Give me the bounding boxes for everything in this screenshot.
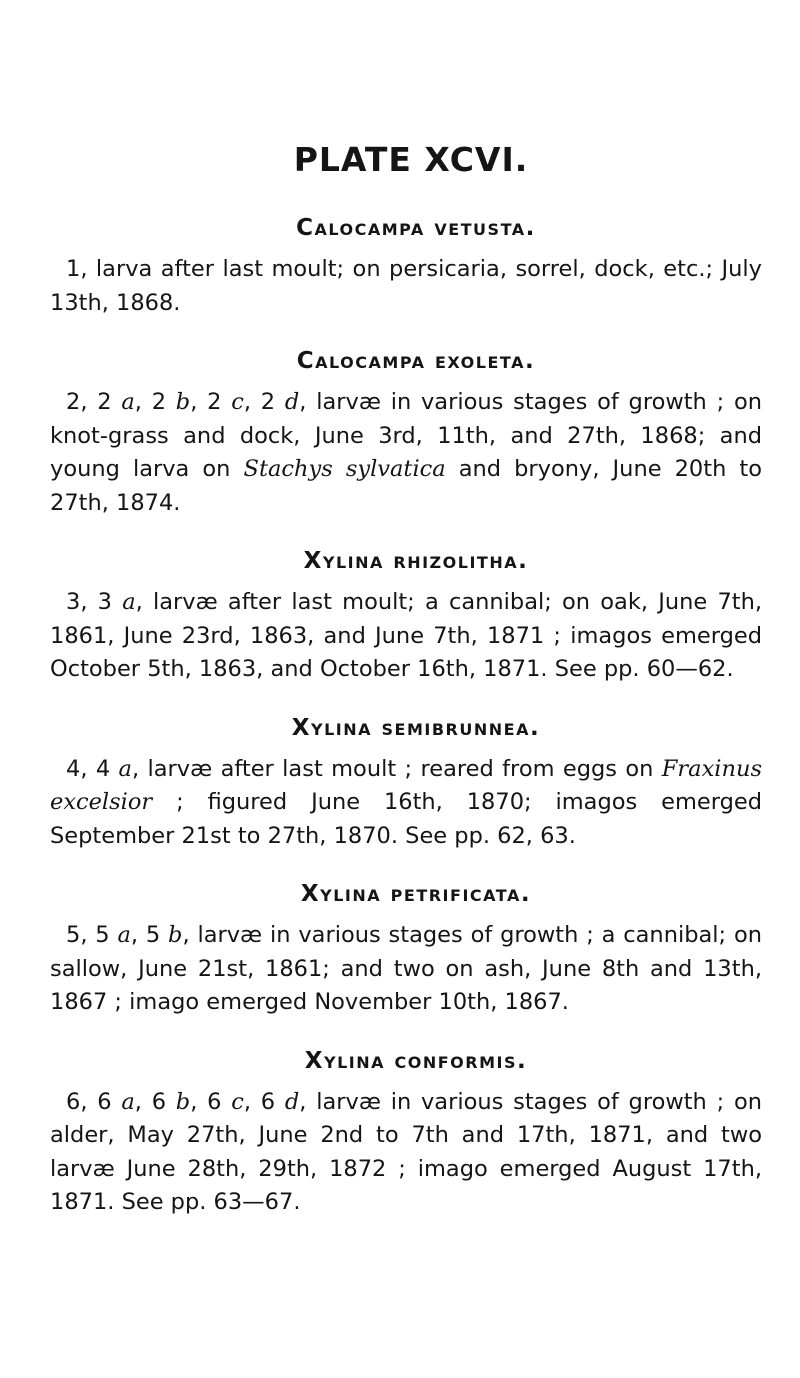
species-name: Calocampa vetusta. — [296, 215, 536, 241]
italic-text-segment: b — [168, 922, 183, 948]
species-entry — [50, 213, 762, 320]
text-segment: , larvæ after last moult; a cannibal; on oak, June 7th, 1861, June 23rd, 1863, and June 7th, 1871 ; imagos emerged October 5th, 1863, and October 16th, 1871. See pp. 60—62. — [50, 589, 762, 682]
species-description — [50, 386, 762, 520]
text-segment: and bryony, June 20th to 27th, 1874. — [50, 456, 762, 516]
text-segment: , larvæ in various stages of growth ; a cannibal; on sallow, June 21st, 1861; and two on ash, June 8th and 13th, 1867 ; imago emerged November 10th, 1867. — [50, 922, 762, 1015]
species-description — [50, 753, 762, 854]
italic-text-segment: a — [121, 1088, 135, 1115]
text-segment: , 6 — [190, 1088, 232, 1115]
text-segment: , 2 — [134, 389, 176, 415]
species-list — [50, 213, 762, 1220]
italic-text-segment: a — [121, 389, 135, 415]
text-segment: 5, 5 — [66, 922, 118, 948]
species-entry — [50, 879, 762, 1020]
species-entry — [50, 1046, 762, 1220]
text-segment: , larvæ in various stages of growth ; on knot-grass and dock, June 3rd, 11th, and 27th, 1868; and young larva on — [50, 389, 762, 482]
species-description — [50, 253, 762, 320]
text-segment: , 6 — [243, 1088, 285, 1115]
plate-title: PLATE XCVI. — [293, 140, 529, 179]
species-description — [50, 586, 762, 687]
species-entry — [50, 546, 762, 687]
species-name: Xylina semibrunnea. — [291, 714, 541, 741]
text-segment: , 2 — [190, 389, 232, 415]
text-segment: , larvæ in various stages of growth ; on alder, May 27th, June 2nd to 7th and 17th, 1871, and two larvæ June 28th, 29th, 1872 ; imago emerged August 17th, 1871. See pp. 63—67. — [50, 1088, 762, 1215]
italic-text-segment: d — [284, 1088, 300, 1115]
italic-text-segment: a — [122, 589, 136, 615]
text-segment: 1, larva after last moult; on persicaria, sorrel, dock, etc.; July 13th, 1868. — [50, 256, 762, 316]
italic-text-segment: b — [175, 1088, 191, 1115]
text-segment: 6, 6 — [66, 1088, 122, 1115]
text-segment: , 2 — [243, 389, 285, 415]
species-name: Xylina petrificata. — [300, 881, 532, 907]
species-description — [50, 919, 762, 1020]
text-segment: 4, 4 — [66, 755, 119, 782]
plate-page — [50, 140, 762, 1246]
text-segment: , larvæ after last moult ; reared from eggs on — [131, 755, 662, 782]
species-description — [50, 1086, 762, 1220]
text-segment: ; figured June 16th, 1870; imagos emerged September 21st to 27th, 1870. See pp. 62, 63. — [50, 789, 762, 849]
species-name: Calocampa exoleta. — [296, 348, 536, 374]
species-name: Xylina conformis. — [304, 1047, 528, 1074]
text-segment: 2, 2 — [66, 389, 122, 415]
italic-text-segment: a — [117, 922, 131, 948]
text-segment: , 6 — [134, 1088, 176, 1115]
species-entry — [50, 713, 762, 854]
text-segment: , 5 — [130, 922, 169, 948]
species-name: Xylina rhizolitha. — [303, 548, 529, 574]
italic-text-segment: Fraxinus excelsior — [50, 755, 762, 815]
italic-text-segment: c — [231, 1088, 244, 1115]
italic-text-segment: a — [118, 755, 132, 782]
italic-text-segment: d — [284, 389, 300, 415]
italic-text-segment: c — [231, 389, 244, 415]
species-entry — [50, 346, 762, 520]
italic-text-segment: Stachys sylvatica — [243, 456, 446, 482]
italic-text-segment: b — [175, 389, 191, 415]
text-segment: 3, 3 — [66, 589, 123, 615]
